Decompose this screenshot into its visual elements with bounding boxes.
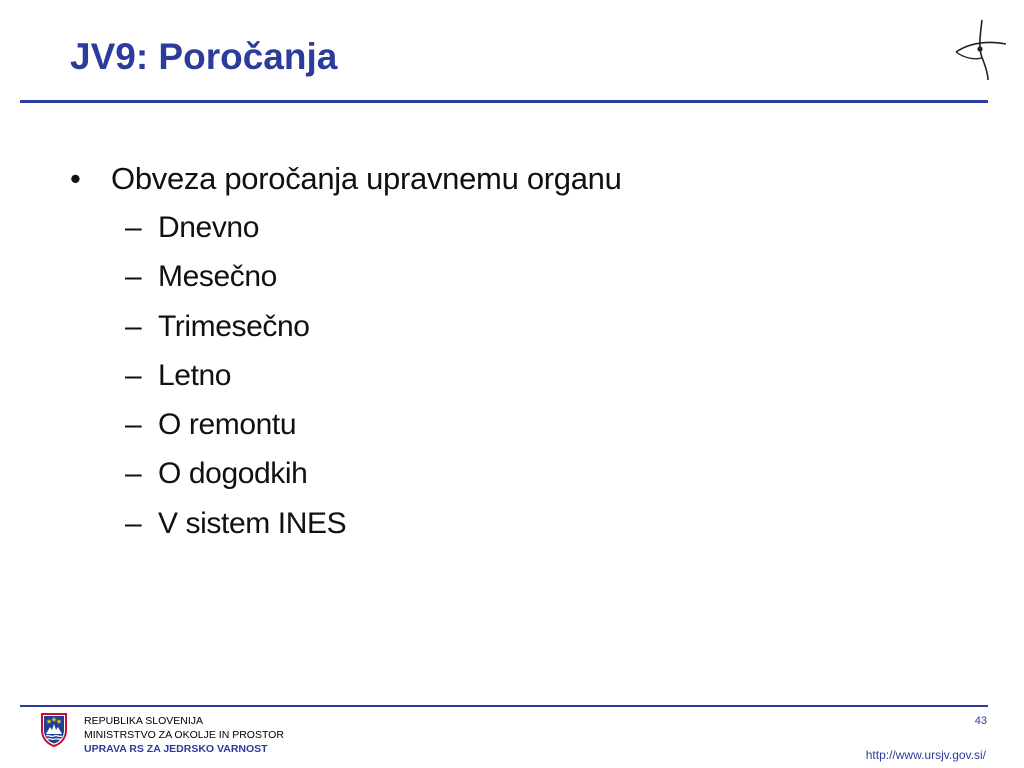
title-divider bbox=[20, 100, 988, 103]
footer-line-republic: REPUBLIKA SLOVENIJA bbox=[84, 715, 204, 727]
sub-bullet-text: Trimesečno bbox=[158, 309, 310, 343]
slovenia-coat-of-arms-icon bbox=[40, 712, 68, 748]
footer-divider bbox=[20, 705, 988, 707]
sub-bullet-text: Mesečno bbox=[158, 260, 277, 294]
dash-marker: – bbox=[125, 211, 142, 244]
dash-marker: – bbox=[125, 457, 142, 491]
slide-title: JV9: Poročanja bbox=[70, 36, 338, 77]
footer-line-agency: UPRAVA RS ZA JEDRSKO VARNOST bbox=[84, 743, 268, 755]
sub-bullet-text: O remontu bbox=[158, 408, 297, 442]
dash-marker: – bbox=[125, 358, 142, 392]
footer-line-ministry: MINISTRSTVO ZA OKOLJE IN PROSTOR bbox=[84, 729, 284, 741]
sub-bullet-text: Dnevno bbox=[158, 211, 260, 244]
dash-marker: – bbox=[125, 408, 142, 442]
sub-bullet-text: V sistem INES bbox=[158, 506, 347, 540]
dash-marker: – bbox=[125, 309, 142, 343]
bullet-text: Obveza poročanja upravnemu organu bbox=[111, 161, 622, 196]
sub-bullet-text: Letno bbox=[158, 358, 232, 392]
bullet-marker: • bbox=[70, 161, 81, 196]
atom-logo-icon bbox=[950, 16, 1010, 84]
footer-institution bbox=[84, 714, 284, 756]
footer-url-link[interactable]: http://www.ursjv.gov.si/ bbox=[865, 748, 986, 762]
page-number: 43 bbox=[974, 715, 987, 727]
dash-marker: – bbox=[125, 260, 142, 294]
dash-marker: – bbox=[125, 506, 142, 540]
sub-bullet-text: O dogodkih bbox=[158, 457, 308, 491]
